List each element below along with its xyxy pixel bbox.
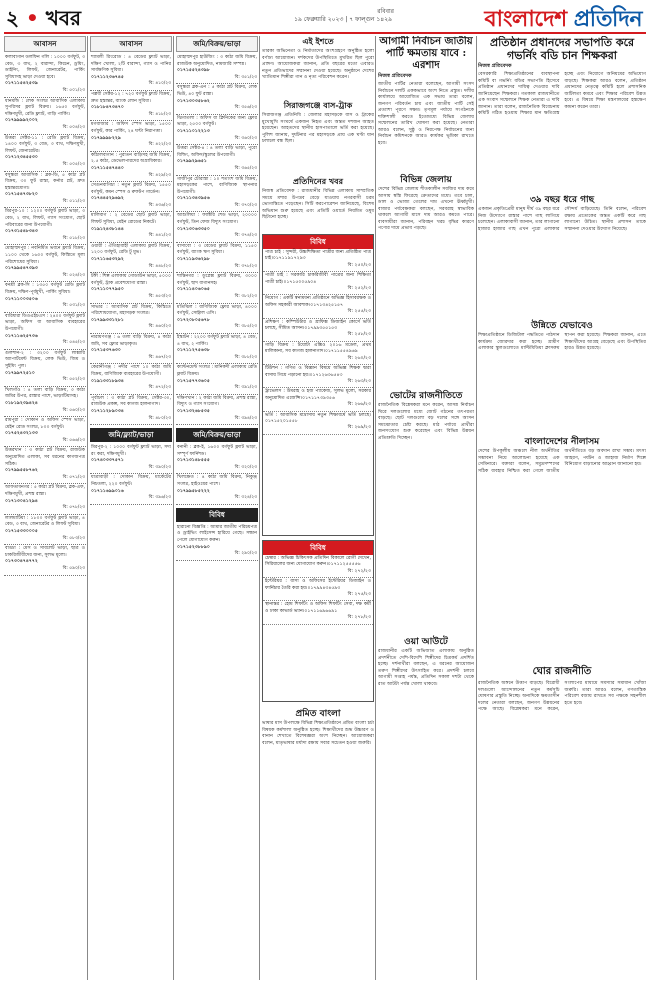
article-body: রাজধানীর একটি অভিজাত এলাকায় অনুষ্ঠিত প্রদর্শনীতে দেশি-বিদেশি শিল্পীদের চিত্রকর্ম প্রদর্শিত হচ্ছে। দর্শনার্থীরা বলছেন, এ ধরনের আয়োজন তরুণ শিল্পীদের উৎসাহিত করে। প্রদর্শনী চলবে আগামী সপ্তাহ পর্যন্ত, প্রতিদিন সকাল দশটা থেকে রাত আটটা পর্যন্ত খোলা থাকবে। xyxy=(378,649,474,687)
classified-ad xyxy=(176,395,258,425)
ad-reference: বি: ৪১০/২৩ xyxy=(148,81,171,87)
ad-text: বসুন্ধরা আবাসিক : ব্লক-ডি, ৫ কাঠা প্লট বিক্রয়, ৩০ ফুট রাস্তা, কর্নার প্লট, দ্রুত হস্তান্তরযোগ্য। xyxy=(5,172,85,191)
ad-text: মতিঝিল : বাণিজ্যিক ফ্লোর ভাড়া, ৪০০০ বর্গফুট, সেন্ট্রাল এসি। xyxy=(177,304,257,317)
ad-text: পূর্বাচল : ৩ কাঠা প্লট বিক্রয়, সেক্টর-৩০, রাজউক প্রকল্প, সব কাগজ হালনাগাদ। xyxy=(91,395,171,408)
classified-box-center-2 xyxy=(262,540,374,702)
article-right-2 xyxy=(478,192,646,312)
article-headline: ওয়া আউটে xyxy=(404,637,448,647)
classified-ad xyxy=(176,444,258,474)
ad-phone: ০১৭১৫৫২৪৩৯৮ xyxy=(177,68,210,74)
box-heading: বিবিধ xyxy=(263,541,373,555)
ad-phone: ০১৭১৫৩৭৬৩০ xyxy=(91,348,121,354)
classified-ad xyxy=(90,182,172,212)
ad-phone: ০১৭১১৬২৫৭৩৬ xyxy=(5,333,38,339)
article-body: একজন প্রকৃতিপ্রেমী মানুষ দীর্ঘ ৩৯ বছর ধরে নিজ উদ্যোগে রাস্তার পাশে গাছ লাগিয়ে চলেছেন। এলাকাবাসী জানান, তার লাগানো হাজার হাজার গাছ এখন পুরো এলাকার সৌন্দর্য বাড়িয়েছে। তিনি বলেন, পরিবেশ রক্ষায় প্রত্যেকের অন্তত একটি করে গাছ লাগানো উচিত। স্থানীয় প্রশাসন তাকে সম্মাননা দেওয়ার উদ্যোগ নিয়েছে। xyxy=(478,207,646,232)
ad-reference: বি: ৩৮৮/২৩ xyxy=(234,354,257,360)
column-divider xyxy=(87,36,88,980)
ad-reference: বি: ২৫৮/২৩ xyxy=(347,332,371,338)
ad-phone: ০১৭১৫২৩৮৮৯০ xyxy=(177,544,210,550)
classified-ad xyxy=(4,447,86,484)
article-headline: ঘোর রাজনীতি xyxy=(532,666,592,677)
article-headline: আগামী নির্বাচন জাতীয় পার্টি ক্ষমতায় যাবে : এরশাদ xyxy=(379,36,473,71)
ad-reference: বি: ৫২৪/২৩ xyxy=(62,272,85,278)
ad-text: মোহাম্মদপুর হাউজিং : ৩ কাঠা জমি বিক্রয়, রাজউক অনুমোদিত, নামজারি সম্পন্ন। xyxy=(177,55,257,67)
ad-phone: ০১৭৯৯৫৪৭৩৯৩ xyxy=(5,266,38,272)
ad-reference: বি: ৩৮৫/২৩ xyxy=(234,324,257,330)
ad-text: বনশ্রী ব্লক-সি : ১৩৫০ বর্গফুট রেডি ফ্ল্যাট বিক্রয়, দক্ষিণ-পূর্বমুখী, পার্কিং সুবিধা। xyxy=(5,283,85,295)
classified-ad xyxy=(90,304,172,334)
ad-reference: বি: ৩৯৬/২৩ xyxy=(148,495,171,501)
ad-text: মিরপুর-১০ : ১২০০ বর্গফুট ফ্ল্যাট ভাড়া, ৩ বেড, ২ বাথ, লিফট, গ্যাস সংযোগ, ছোট পরিবারের জন্য উপযোগী। xyxy=(5,209,85,228)
ad-reference: বি: ৫৫২/২৩ xyxy=(62,377,85,383)
article-body: দেশের বিভিন্ন জেলায় শীতকালীন সবজির দাম কমে আসায় স্বস্তি ফিরেছে ক্রেতাদের মধ্যে। তবে চাল, ডাল ও ভোজ্য তেলের দাম এখনো ঊর্ধ্বমুখী। বাজার পর্যবেক্ষকরা বলছেন, সরবরাহ স্বাভাবিক থাকলে আগামী মাসে দাম আরও কমতে পারে। ব্যবসায়ীরা জানান, পরিবহন খরচ বৃদ্ধির কারণে পণ্যের দামে প্রভাব পড়ছে। xyxy=(378,187,474,231)
ad-phone: ০১৭১১৪০৬০৬৫ xyxy=(177,287,210,293)
ad-text: মগবাজার : অফিস স্পেস ভাড়া, ১৫০০ বর্গফুট, কার পার্কিং, ২৪ ঘণ্টা নিরাপত্তা। xyxy=(91,122,171,134)
ad-reference: বি: ৫৬০/২৩ xyxy=(62,407,85,413)
ad-reference: বি: ৫৪৫/২৩ xyxy=(62,340,85,346)
ad-text: স্থানান্তর : হোম শিফটিং ও অফিস শিফটিং সেবা, দক্ষ কর্মী ও ঢাকা কাভার্ড ভ্যান। xyxy=(265,602,371,614)
ad-text: শ্যামলী রিংরোড : ৪ বেডের ফ্ল্যাট ভাড়া, দক্ষিণ খোলা, ২টি বারান্দা, গ্যাস ও পানির সার্বক্ষণিক সুবিধা। xyxy=(91,55,171,74)
article-body: নিজস্ব প্রতিবেদক : রাজধানীর বিভিন্ন এলাকায় সাম্প্রতিক সময়ে মশার উপদ্রব বেড়ে যাওয়ায় নগরবাসী চরম ভোগান্তিতে পড়েছেন। সিটি করপোরেশন জানিয়েছে, বিশেষ অভিযান শুরু হয়েছে এবং প্রতিটি ওয়ার্ডে নিয়মিত ওষুধ ছিটানো হচ্ছে। xyxy=(262,189,374,220)
ad-reference: বি: ৪১৮/২৩ xyxy=(148,111,171,117)
ad-reference: বি: ৪২৯/২৩ xyxy=(148,172,171,178)
column-divider xyxy=(173,36,174,980)
classified-ad xyxy=(4,208,86,245)
article-body: বেসরকারি শিক্ষাপ্রতিষ্ঠানের ব্যবস্থাপনা কমিটি বা গভর্নিং বডির সভাপতি হিসেবে প্রতিষ্ঠান প্রধানদের দায়িত্ব দেওয়ার দাবি জানিয়েছেন শিক্ষকরা। গতকাল রাজধানীতে এক সংবাদ সম্মেলনে শিক্ষক নেতারা এ দাবি জানান। তারা বলেন, রাজনৈতিক বিবেচনায় কমিটি গঠিত হওয়ায় শিক্ষার মান ক্ষতিগ্রস্ত হচ্ছে এবং নিয়োগে অনিয়মের অভিযোগ বাড়ছে। শিক্ষকরা আরও বলেন, প্রতিষ্ঠান প্রধানদের নেতৃত্বে কমিটি হলে প্রশাসনিক জটিলতা কমবে এবং শিক্ষার পরিবেশ উন্নত হবে। এ বিষয়ে শিক্ষা মন্ত্রণালয়ের হস্তক্ষেপ কামনা করেন তারা। xyxy=(478,72,646,116)
ad-text: শান্তিনগর : ডুপ্লেক্স ফ্ল্যাট বিক্রয়, ৩০০০ বর্গফুট, ছাদ বাগানসহ। xyxy=(177,274,257,286)
ad-reference: বি: ৩৭৪/২৩ xyxy=(234,233,257,239)
ad-text: আশুলিয়া : ফ্যাক্টরি শেড ভাড়া, ২০০০০ বর্গফুট, তিন ফেজ বিদ্যুৎ সংযোগ। xyxy=(177,213,257,226)
ad-phone: ০১৭১৫৭৭৩৬০৫ xyxy=(177,378,210,384)
classified-ad xyxy=(176,243,258,273)
box-heading: জমি/ফ্ল্যাট/ভাড়া xyxy=(90,428,172,442)
classified-ad xyxy=(263,578,373,601)
ad-phone: ০১৭১১৯৩৬২৯৮ xyxy=(177,257,210,263)
ad-reference: বি: ২৯০/২৩ xyxy=(234,551,257,557)
ad-text: পাত্রী চাই : সরকারি চাকরিজীবী পাত্রের জন্য শিক্ষিতা পাত্রী চাই। xyxy=(265,273,371,285)
ad-phone: ০১৭১৫২০১৫৫৮ xyxy=(265,418,298,424)
article-body: শিক্ষাপ্রতিষ্ঠানে ডিজিটাল পদ্ধতিতে পাঠদান কার্যক্রম জোরদার করা হচ্ছে। গ্রামীণ এলাকার স্কুলগুলোতে মাল্টিমিডিয়া ক্লাসরুম স্থাপন করা হয়েছে। শিক্ষকরা জানান, এতে শিক্ষার্থীদের আগ্রহ বেড়েছে এবং উপস্থিতির হারও উন্নত হয়েছে। xyxy=(478,333,646,351)
ad-phone: ০১৭১৩২৬৮৫৩৫ xyxy=(177,408,210,414)
ad-phone: ০১৭১১৯১৭২৯৩ xyxy=(272,256,306,262)
ad-text: কাঁঠালবাগান : পুরাতন বাড়িসহ জমি বিক্রয়, ২.৫ কাঠা, ডেভেলপারদের অগ্রাধিকার। xyxy=(91,152,171,165)
ad-text: বসুন্ধরা ব্লক-এন : ৫ কাঠা প্লট বিক্রয়, লেক ভিউ, ৪০ ফুট রাস্তা। xyxy=(177,85,257,97)
ad-reference: বি: ২৫২/২৩ xyxy=(347,286,371,292)
ad-list xyxy=(176,524,258,561)
article-body: ভাষার মাস উপলক্ষে বিভিন্ন শিক্ষাপ্রতিষ্ঠানে প্রমিত বাংলা চর্চা বিষয়ক কর্মশালা অনুষ্ঠিত হচ্ছে। শিক্ষার্থীদের শুদ্ধ উচ্চারণ ও বানান শেখাতে বিশেষজ্ঞরা অংশ নিচ্ছেন। আয়োজকরা বলেন, মাতৃভাষার মর্যাদা রক্ষায় সবার সচেতন হওয়া জরুরি। xyxy=(262,721,374,746)
article-center-2 xyxy=(262,100,374,170)
article-headline: এই ইশতে xyxy=(302,36,334,46)
ad-phone: ০১৭৫২৪৩২১৩৩ xyxy=(5,431,38,437)
ad-reference: বি: ৫৮৩/২৩ xyxy=(62,535,85,541)
ad-phone: ০১৭১১৬৫৩২৯২ xyxy=(91,257,124,263)
page-day: রবিবার xyxy=(377,8,394,15)
ad-reference: বি: ৫৬৬/২৩ xyxy=(62,437,85,443)
article-headline: ভোটের রাজনীতিতে xyxy=(389,391,463,401)
classified-ad xyxy=(90,152,172,182)
article-byline: নিজস্ব প্রতিবেদক xyxy=(378,73,412,79)
column-heading: জমি/বিক্রয়/ভাড়া xyxy=(176,36,258,52)
ad-text: উত্তরখান : ৩ কাঠা প্লট বিক্রয়, রাজউক অনুমোদিত এলাকা, সব ধরনের কাগজপত্র সঠিক। xyxy=(5,448,85,467)
classified-ad xyxy=(90,54,172,91)
ad-phone: ০১৭১২৩৪৫৫৩০ xyxy=(5,155,38,161)
ad-reference: বি: ৩৫৬/২৩ xyxy=(234,105,257,111)
ad-reference: বি: ২৭২/২৩ xyxy=(347,568,371,574)
ad-reference: বি: ৩২০/২৩ xyxy=(234,464,257,470)
section-name: খবর xyxy=(45,6,82,30)
ad-phone: ০১৭১৩০৪১২৯৪ xyxy=(5,498,38,504)
classified-column-3 xyxy=(176,36,258,980)
classified-ad xyxy=(176,524,258,561)
ad-text: যাত্রাবাড়ী : দোকান বিক্রয়, মার্কেটের নিচতলা, ২২০ বর্গফুট। xyxy=(91,475,171,488)
column-divider xyxy=(259,36,260,980)
classified-column-1 xyxy=(4,36,86,980)
ad-phone: ০১৭৯৯৩৩১২৮১ xyxy=(91,317,124,323)
box-heading: বিবিধ xyxy=(263,235,373,249)
ad-phone: ০১৭৯৯২৯৬৫১ xyxy=(177,159,207,165)
ad-text: রামপুরা : দোকান ও অফিস স্পেস ভাড়া, মেইন রোড সংলগ্ন, ৮০০ বর্গফুট। xyxy=(5,418,85,430)
ad-text: বাড্ডা : মেস ও সাবলেট ভাড়া, ছাত্র ও চাকরিজীবীদের জন্য, সুলভ মূল্যে। xyxy=(5,546,85,558)
ad-reference: বি: ৩৬৫/২৩ xyxy=(234,165,257,171)
ad-phone: ০১৮১৯২৩৯৪২৪ xyxy=(5,400,38,406)
ad-text: ধানমন্ডি : লেক সংলগ্ন আবাসিক এলাকায় সুপরিসর ফ্ল্যাট বিক্রয়। ১৬৫০ বর্গফুট, দক্ষিণমুখী, রেডি ফ্ল্যাট, গাড়ি পার্কিং। xyxy=(5,98,85,117)
classified-ad xyxy=(90,474,172,504)
article-body: তারকা অভিনেতা ও নির্মাতাদের অংশগ্রহণে অনুষ্ঠিত হলো বর্ণাঢ্য আয়োজন। দর্শকদের উপস্থিতিতে মুখরিত ছিল পুরো প্রাঙ্গণ। আয়োজকরা জানান, প্রতি বছরের মতো এবারও নতুন প্রতিভাদের সম্মাননা দেওয়া হয়েছে। অনুষ্ঠানে দেশের খ্যাতিমান শিল্পীরা গান ও নৃত্য পরিবেশন করেন। xyxy=(262,49,374,80)
ad-list xyxy=(176,444,258,505)
ad-phone: ০১৭১৩০৬৩৩৫০ xyxy=(177,226,210,232)
classified-ad xyxy=(263,319,373,342)
ad-phone: ০১৭৪০৩৩৭৫৭১ xyxy=(91,458,124,464)
article-body: রাজনৈতিক বিশ্লেষকরা মনে করেন, আসন্ন নির্বাচন ঘিরে দলগুলোর মধ্যে জোট গঠনের তৎপরতা বাড়ছে। ছোট দলগুলো বড় দলের সঙ্গে আসন সমঝোতার চেষ্টা করছে। মাঠ পর্যায়ে প্রার্থীরা জনসংযোগ শুরু করেছেন এবং বিভিন্ন উন্নয়ন প্রতিশ্রুতি দিচ্ছেন। xyxy=(378,403,474,441)
ad-phone: ০১৮১৮৪৭৩৪৭০ xyxy=(91,105,124,111)
classified-ad xyxy=(4,245,86,282)
classified-ad xyxy=(90,91,172,121)
ad-reference: বি: ৩৭০/২৩ xyxy=(234,202,257,208)
ad-phone: ০১৭৯৯৯৮২২৯ xyxy=(91,135,121,141)
masthead xyxy=(4,2,646,34)
classified-ad xyxy=(4,417,86,447)
classified-ad xyxy=(263,412,373,435)
article-headline: প্রমিত বাংলা xyxy=(295,709,341,719)
column-divider xyxy=(375,36,376,980)
article-right-3 xyxy=(478,318,646,428)
ad-phone: ০১৭১১৩৪৩৯৫৬ xyxy=(177,196,210,202)
classified-ad xyxy=(176,474,258,504)
ad-reference: বি: ৪৭২/২৩ xyxy=(148,385,171,391)
ad-reference: বি: ৫৩১/২৩ xyxy=(62,303,85,309)
ad-phone: ০১৭১১০০৩৫০৬ xyxy=(5,296,38,302)
ad-reference: বি: ২৬৩/২৩ xyxy=(347,378,371,384)
ad-text: ট্রাভেলস : উমরাহ ও হজ প্যাকেজ, সুলভ মূল্যে, সরকার অনুমোদিত এজেন্সি। xyxy=(265,389,371,401)
ad-text: টঙ্গী : শিল্প এলাকায় গোডাউন ভাড়া, ৫০০০ বর্গফুট, ট্রাক প্রবেশযোগ্য রাস্তা। xyxy=(91,274,171,286)
classified-ad xyxy=(4,98,86,135)
ad-phone: ০১৭১১৭৩৯৩৫৬ xyxy=(302,395,335,401)
ad-phone: ০১৭১৩১৪৮৫৫৫ xyxy=(177,458,210,464)
ad-text: বনানী : ব্লক-ই, ১৬০০ বর্গফুট ফ্ল্যাট ভাড়া, সম্পূর্ণ ফার্নিশড। xyxy=(177,445,257,457)
ad-text: পল্লবী সেক্টর-১২ : ৭২০ বর্গফুট ফ্ল্যাট বিক্রয়, দ্রুত হস্তান্তর, ব্যাংক লোন সুবিধা। xyxy=(91,91,171,104)
ad-phone: ০১৭৯৯৩৫৫১৫৩ xyxy=(304,326,338,332)
ad-reference: বি: ৪৬০/২৩ xyxy=(148,324,171,330)
article-headline: সিরাজগঞ্জে বাস-ট্রাক xyxy=(283,100,353,110)
ad-phone: ০১৭১১৬৯৬৬৯১ xyxy=(304,608,338,614)
ad-text: কলাবাগান ডলফিন গলি : ১০০০ বর্গফুট, ৩ বেড, ৩ বাথ, ২ বারান্দা, কিচেন, ড্রয়িং, ডাইনিং, লিফট, জেনারেটর, পার্কিং সুবিধাসহ ভাড়া দেওয়া হবে। xyxy=(5,55,85,80)
ad-reference: বি: ৫১১/২৩ xyxy=(62,198,85,204)
box-heading: বিবিধ xyxy=(176,508,258,522)
classified-ad xyxy=(263,601,373,624)
ad-phone: ০১৯১৩৩১৮৯৩৪ xyxy=(91,378,124,384)
article-body: সিরাজগঞ্জ প্রতিনিধি : জেলার মহাসড়কে বাস ও ট্রাকের মুখোমুখি সংঘর্ষে একজন নিহত এবং অন্তত দশজন আহত হয়েছেন। আহতদের স্থানীয় হাসপাতালে ভর্তি করা হয়েছে। পুলিশ জানায়, দুর্ঘটনার পর মহাসড়কে প্রায় এক ঘণ্টা যান চলাচল বন্ধ ছিল। xyxy=(262,113,374,144)
ad-text: মিরপুর-২ : ১০০০ বর্গফুট ফ্ল্যাট ভাড়া, সদ্য রং করা, দক্ষিণমুখী। xyxy=(91,445,171,457)
ad-reference: বি: ৪৩৬/২৩ xyxy=(148,202,171,208)
ad-list xyxy=(90,54,172,425)
ad-phone: ০১৭১৩০৩৫৮৬২ xyxy=(177,98,210,104)
classified-ad xyxy=(4,350,86,387)
article-headline: প্রতিদিনের খবর xyxy=(292,176,344,186)
ad-text: ভর্তি : আবাসিক মাদ্রাসায় নতুন শিক্ষাবর্ষে ভর্তি চলছে। xyxy=(265,412,371,418)
ad-reference: বি: ৫৭৮/২৩ xyxy=(62,505,85,511)
ad-text: উত্তরা সেক্টর-১১ : রেডি ফ্ল্যাট বিক্রয়, ১৪০০ বর্গফুট, ৩ বেড, ৩ বাথ, দক্ষিণমুখী, লিফট, জেনারেটর। xyxy=(5,135,85,154)
classified-ad xyxy=(4,484,86,514)
ad-reference: বি: ৫৭১/২৩ xyxy=(62,474,85,480)
ad-phone: ০১৭৯৯৯৯২০০২ xyxy=(5,118,38,124)
article-mid-2 xyxy=(378,172,474,382)
classified-ad xyxy=(263,272,373,295)
ad-reference: বি: ৪২২/২৩ xyxy=(148,142,171,148)
ad-text: নারায়ণগঞ্জ : ৬ তলা বাড়ি বিক্রয়, ৪ কাঠা জমি, সব ফ্লোর ভাড়াকৃত। xyxy=(91,334,171,347)
ad-list xyxy=(4,54,86,576)
article-mid-1 xyxy=(378,36,474,166)
classified-ad xyxy=(90,273,172,303)
ad-phone: ০১৭১১২৭৫৬৩৮ xyxy=(177,348,210,354)
ad-phone: ০১৭৪৪৫২৯৬৯২ xyxy=(91,196,124,202)
article-headline: উন্নিতে যেভাবেও xyxy=(531,321,593,331)
ad-text: ইস্কাটন : ২২০০ বর্গফুট ফ্ল্যাট ভাড়া, ৪ বেড, ৪ বাথ, ২ পার্কিং। xyxy=(177,334,257,347)
classified-ad xyxy=(176,334,258,364)
ad-text: টিউশন : গণিত ও বিজ্ঞান বিষয়ে অভিজ্ঞ শিক্ষক দ্বারা বাসায় গিয়ে পড়ানো হয়। xyxy=(265,366,371,378)
classified-ad xyxy=(176,364,258,394)
ad-phone: ০১৭১১৫৪৭৪৪০ xyxy=(91,165,124,171)
ad-reference: বি: ৪৪৮/২৩ xyxy=(148,263,171,269)
classified-ad xyxy=(263,342,373,365)
ad-reference: বি: ৪৫৩/২৩ xyxy=(148,294,171,299)
ad-reference: বি: ৩৯১/২৩ xyxy=(234,385,257,391)
column-heading: আবাসন xyxy=(90,36,172,52)
ad-phone: ০১৭১৫৪৭৩৮২০ xyxy=(5,192,38,198)
ad-reference: বি: ৫০৪/২৩ xyxy=(62,124,85,130)
ad-text: গাজীপুর চৌরাস্তা : ১০ শতাংশ জমি বিক্রয়, মহাসড়কের পাশে, বাণিজ্যিক স্থাপনার উপযোগী। xyxy=(177,176,257,195)
ad-phone: ০১৭৩০৪৭৪৭৭২ xyxy=(5,559,38,565)
ad-text: লালমাটিয়া : ১৮০০ বর্গফুট ফ্ল্যাট ভাড়া, ৪ বেড, ৩ বাথ, জেনারেটর ও লিফট সুবিধা। xyxy=(5,515,85,528)
ad-text: প্রশিক্ষণ : কম্পিউটার ও গ্রাফিক্স ডিজাইন কোর্সে ভর্তি চলছে, সীমিত আসন। xyxy=(265,319,371,332)
ad-phone: ০১৭৯৯৪৩৪৫৯৩ xyxy=(307,585,341,591)
article-byline: নিজস্ব প্রতিবেদক xyxy=(478,63,512,69)
ad-list xyxy=(263,249,373,435)
ad-text: চেম্বার : অভিজ্ঞ চিকিৎসক প্রতিদিন বিকালে রোগী দেখেন, সিরিয়ালের জন্য যোগাযোগ করুন। xyxy=(265,556,371,568)
ad-phone: ০১৯১২৪৩৮১৪৪ xyxy=(91,226,124,232)
classified-ad xyxy=(90,395,172,425)
ad-text: ইন্টেরিয়র : বাসা ও অফিসের ইন্টেরিয়র ডিজাইন ও ফার্নিচার তৈরি করা হয়। xyxy=(265,579,371,591)
ad-reference: বি: ৩৬০/২৩ xyxy=(234,135,257,141)
classified-ad xyxy=(4,135,86,172)
article-headline: ৩৯ বছর ধরে গাছ xyxy=(529,195,595,205)
classified-ad xyxy=(4,515,86,545)
ad-text: দক্ষিণখান : ২ কাঠা জমি বিক্রয়, প্রশস্ত রাস্তা, বিদ্যুৎ ও গ্যাস সংযোগ। xyxy=(177,395,257,408)
page-date: ১৯ ফেব্রুয়ারি ২০২৩ | ৭ ফাল্গুন ১৪২৯ xyxy=(294,16,392,23)
column-divider xyxy=(476,36,477,980)
ad-phone: ০১৭১৩৪২৫১৫৭ xyxy=(310,302,344,308)
ad-text: খিলগাঁও : ৪ তলা বাড়ি বিক্রয়, ৩ কাঠা জমির উপর, রাস্তার পাশে, ভাড়াটিয়াসহ। xyxy=(5,387,85,400)
article-body: জাতীয় পার্টির নেতারা বলেছেন, আগামী সংসদ নির্বাচনে দলটি এককভাবে অংশ নিতে প্রস্তুত। দলীয় কার্যালয়ে আয়োজিত এক সভায় তারা বলেন, জনগণ পরিবর্তন চায় এবং জাতীয় পার্টি সেই প্রত্যাশা পূরণে সক্ষম। তৃণমূল পর্যায়ে সংগঠনকে শক্তিশালী করতে ইতোমধ্যে বিভিন্ন জেলায় সম্মেলনের তারিখ ঘোষণা করা হয়েছে। নেতারা আরও বলেন, সুষ্ঠু ও নিরপেক্ষ নির্বাচনের জন্য নির্বাচন কমিশনকে আরও কার্যকর ভূমিকা রাখতে হবে। xyxy=(378,82,474,146)
article-mid-3 xyxy=(378,388,474,628)
classified-ad xyxy=(176,212,258,242)
ad-phone: ০১৭১২৬৩৬৫৪৩ xyxy=(309,372,343,378)
classified-ad xyxy=(263,295,373,318)
classified-ad xyxy=(90,243,172,273)
ad-phone: ০১৭১১২৩৬৭৪৫ xyxy=(91,74,124,80)
classified-ad xyxy=(90,212,172,242)
classified-ad xyxy=(4,282,86,312)
classified-ad xyxy=(4,54,86,98)
ad-list xyxy=(176,54,258,425)
article-headline: প্রতিষ্ঠান প্রধানদের সভাপতি করে গভর্নিং বডি চান শিক্ষকরা xyxy=(489,36,635,62)
ad-phone: ০১৭১৫০০৫৯০৪ xyxy=(283,279,317,285)
ad-text: গুলশান-২ : ৩২০০ বর্গফুট লাক্সারি অ্যাপার্টমেন্ট বিক্রয়, লেক ভিউ, জিম ও সুইমিং পুল। xyxy=(5,350,85,369)
article-right-5 xyxy=(478,664,646,976)
ad-text: উত্তরা সেক্টর-৪ : ৪ তলা বাড়ি ভাড়া, পুরো বিল্ডিং, অফিস/স্কুলের উপযোগী। xyxy=(177,146,257,158)
article-center-3 xyxy=(262,176,374,230)
classified-ad xyxy=(4,313,86,350)
ad-reference: বি: ২৬৬/২৩ xyxy=(347,402,371,408)
classified-ad xyxy=(263,388,373,411)
ad-phone: ০১৭৯৯৫৮৫২২২ xyxy=(177,488,210,494)
ad-phone: ০১৭১৫৩৩০০০৫ xyxy=(5,529,38,534)
ad-text: নিয়োগ : একটি স্বনামধন্য প্রতিষ্ঠানে অভিজ্ঞ হিসাবরক্ষক ও অফিস সহকারী আবশ্যক। xyxy=(265,296,371,308)
ad-text: খিলক্ষেত : ৪ কাঠা জমি বিক্রয়, নিকুঞ্জ সংলগ্ন, হাইওয়ের পাশে। xyxy=(177,475,257,488)
ad-phone: ০১৭১১০১২২১৩ xyxy=(177,128,210,134)
ad-reference: বি: ৩২৪/২৩ xyxy=(234,495,257,501)
ad-reference: বি: ৪৬৭/২৩ xyxy=(148,354,171,360)
ad-text: বাসাবো : ৩ বেডের ফ্ল্যাট বিক্রয়, ১১৫০ বর্গফুট, ব্যাংক ঋণ সুবিধা। xyxy=(177,243,257,256)
classified-ad xyxy=(263,365,373,388)
ad-phone: ০১৭১১৫৫৪৯৬৯ xyxy=(324,349,358,355)
classified-ad xyxy=(263,555,373,578)
ad-text: আফতাবনগর : ৫ কাঠা প্লট বিক্রয়, ব্লক-এফ, দক্ষিণমুখী, প্রশস্ত রাস্তা। xyxy=(5,485,85,498)
newspaper-logo: বাংলাদেশ প্রতিদিন xyxy=(484,6,642,32)
ad-reference: বি: ৩৫১/২৩ xyxy=(234,74,257,80)
ad-reference: বি: ৩৮২/২৩ xyxy=(234,294,257,299)
classified-ad xyxy=(90,364,172,394)
ad-text: সাভার : আবাসিক প্লট বিক্রয়, কিস্তিতে পরিশোধযোগ্য, মহাসড়ক সংলগ্ন। xyxy=(91,304,171,317)
ad-text: বারিধারা ডিওএইচএস : ২৪০০ বর্গফুট ফ্ল্যাট ভাড়া, অফিস বা আবাসিক ব্যবহারের উপযোগী। xyxy=(5,313,85,332)
ad-reference: বি: ২৫৫/২৩ xyxy=(347,309,371,315)
article-headline: বাংলাদেশের নীলাসম xyxy=(524,437,600,447)
ad-text: পাত্র চাই : সুন্দরী, উচ্চশিক্ষিতা পাত্রীর জন্য প্রতিষ্ঠিত পাত্র চাই। xyxy=(265,250,371,262)
classified-ad xyxy=(176,115,258,145)
classified-ad xyxy=(176,176,258,213)
ad-reference: বি: ৩৯০/২৩ xyxy=(148,464,171,470)
article-right-lead xyxy=(478,36,646,186)
classified-ad xyxy=(4,545,86,575)
classified-ad xyxy=(90,444,172,474)
ad-text: কেরানীগঞ্জ : নদীর পাশে ১০ কাঠা জমি বিক্রয়, বাণিজ্যিক ব্যবহারের উপযোগী। xyxy=(91,365,171,377)
article-center-1 xyxy=(262,36,374,96)
article-right-4 xyxy=(478,434,646,624)
classified-box-center xyxy=(262,234,374,536)
ad-reference: বি: ২৬০/২৩ xyxy=(347,355,371,361)
ad-phone: ০১৭১১৬৯৯০১৬ xyxy=(91,488,124,494)
ad-reference: বি: ৪৪১/২৩ xyxy=(148,233,171,239)
ad-phone: ০১৭৯৯৭২৫১০ xyxy=(5,370,35,376)
classified-ad xyxy=(176,273,258,303)
ad-reference: বি: ৫০৫/২৩ xyxy=(62,161,85,167)
ad-text: ক্যান্টনমেন্ট সংলগ্ন : মানিকদী এলাকায় রেডি ফ্ল্যাট বিক্রয়। xyxy=(177,365,257,377)
classified-ad xyxy=(4,172,86,209)
article-center-4 xyxy=(262,706,374,976)
ad-text: সেগুনবাগিচা : নতুন ফ্ল্যাট বিক্রয়, ১৫৫০ বর্গফুট, কমন স্পেস ও রুফটপ গার্ডেন। xyxy=(91,183,171,195)
ad-reference: বি: ২৬৯/২৩ xyxy=(347,425,371,431)
ad-reference: বি: ৫১৮/২৩ xyxy=(62,235,85,241)
column-heading: আবাসন xyxy=(4,36,86,52)
ad-text: মালিবাগ : ২ বেডের ছোট ফ্ল্যাট ভাড়া, লিফট সুবিধা, মেইন রোডের নিকটে। xyxy=(91,213,171,226)
ad-reference: বি: ২৭৮/২৩ xyxy=(347,615,371,621)
classified-ad xyxy=(263,249,373,272)
classified-ad xyxy=(90,334,172,364)
classified-ad xyxy=(176,84,258,114)
ad-list xyxy=(263,555,373,625)
article-body: দেশের উপকূলীয় অঞ্চলে নীল অর্থনীতির সম্ভাবনা নিয়ে আলোচনা হয়েছে এক সেমিনারে। বক্তারা বলেন, সমুদ্রসম্পদের সঠিক ব্যবহার নিশ্চিত করা গেলে জাতীয় অর্থনীতিতে বড় অবদান রাখা সম্ভব। মৎস্য আহরণ, পর্যটন ও জাহাজ নির্মাণ শিল্পে বিনিয়োগ বাড়ানোর আহ্বান জানানো হয়। xyxy=(478,449,646,474)
ad-phone: ০১৭১১০৭৭৯৫০ xyxy=(91,287,124,293)
classified-column-2 xyxy=(90,36,172,980)
ad-text: ঝিগাতলা : অফিস বা ক্লিনিকের জন্য ফ্লোর ভাড়া, ২৫০০ বর্গফুট। xyxy=(177,115,257,128)
ad-text: গাড়ি বিক্রয় : টয়োটা এক্সিও ২০১৬ মডেল, প্রথম মালিকানা, সব কাগজ হালনাগাদ। xyxy=(265,342,371,355)
ad-phone: ০১৭১১২৫৫৫৫৬ xyxy=(327,562,361,568)
ad-reference: বি: ৩৯৪/২৩ xyxy=(234,415,257,421)
classified-ad xyxy=(176,54,258,84)
ad-reference: বি: ২৫০/২৩ xyxy=(347,262,371,268)
classified-ad xyxy=(4,387,86,417)
page-number: ২ • খবর xyxy=(6,6,82,30)
ad-phone: ০১৭২০৮০৫৬৭৮ xyxy=(177,317,210,323)
classified-ad xyxy=(90,121,172,151)
ad-reference: বি: ৫০১/২৩ xyxy=(62,87,85,93)
classified-ad xyxy=(176,304,258,334)
article-body: রাজনৈতিক অঙ্গনে উত্তাপ বাড়ছে। বিরোধী দলগুলো আন্দোলনের নতুন কর্মসূচি ঘোষণার প্রস্তুতি নিচ্ছে। অন্যদিকে ক্ষমতাসীন দলের নেতারা বলছেন, জনগণ উন্নয়নের পক্ষে আছে। বিশ্লেষকরা মনে করেন, সংলাপের মাধ্যমে সমস্যার সমাধান খোঁজা জরুরি। তারা আরও বলেন, গণতান্ত্রিক পরিবেশ বজায় রাখতে সব পক্ষকে সহনশীল হতে হবে। xyxy=(478,681,646,712)
classified-ad xyxy=(176,145,258,175)
box-heading: জমি/বিক্রয়/ভাড়া xyxy=(176,428,258,442)
ad-phone: ০১৭১১৫৪২৫৩৯ xyxy=(5,81,38,87)
ad-phone: ০১৭৩১৫৪৮৩৪৩ xyxy=(5,229,38,235)
ad-reference: বি: ৪৮০/২৩ xyxy=(148,415,171,421)
article-mid-4 xyxy=(378,634,474,974)
ad-reference: বি: ৫৯০/২৩ xyxy=(62,565,85,571)
ad-phone: ০১৭৯৯৫৫৮৭৬২ xyxy=(5,468,38,474)
ad-list xyxy=(90,444,172,505)
ad-phone: ০১৭১১২৮৯০৩৪ xyxy=(91,408,124,414)
article-headline: বিভিন্ন জেলায় xyxy=(400,175,452,185)
ad-reference: বি: ২৭৫/২৩ xyxy=(347,592,371,598)
ad-text: মোহাম্মদপুর : নবনির্মিত ভবনে ফ্ল্যাট বিক্রয়, ১১০০ থেকে ১৬০০ বর্গফুট, কিস্তিতে মূল্য পরিশোধের সুবিধা। xyxy=(5,246,85,265)
ad-text: ওয়ারী : ঐতিহ্যবাহী এলাকায় ফ্ল্যাট বিক্রয়, ১২০০ বর্গফুট, রেডি টু মুভ। xyxy=(91,243,171,256)
ad-text: হারানো বিজ্ঞপ্তি : আমার জাতীয় পরিচয়পত্র ও ড্রাইভিং লাইসেন্স হারিয়ে গেছে। সন্ধান পেলে যোগাযোগ করুন। xyxy=(177,524,257,544)
ad-reference: বি: ৩৭৮/২৩ xyxy=(234,263,257,269)
